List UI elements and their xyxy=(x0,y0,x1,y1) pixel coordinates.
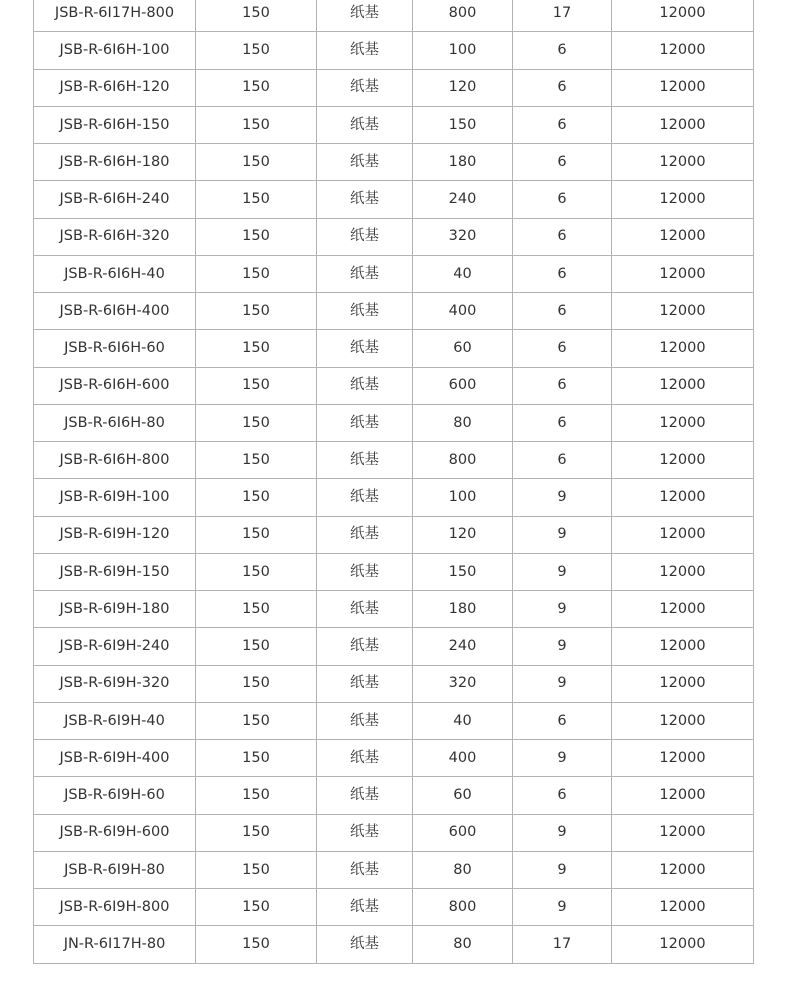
grit-cell: 120 xyxy=(413,69,513,106)
size-cell: 150 xyxy=(196,665,317,702)
size-cell: 150 xyxy=(196,255,317,292)
table-row xyxy=(34,293,754,330)
grit-cell: 320 xyxy=(413,218,513,255)
material-cell: 纸基 xyxy=(317,591,413,628)
table-row xyxy=(34,218,754,255)
grit-cell: 40 xyxy=(413,255,513,292)
table-row xyxy=(34,0,754,32)
hole-count-cell: 6 xyxy=(513,330,612,367)
hole-count-cell: 9 xyxy=(513,740,612,777)
size-cell: 150 xyxy=(196,851,317,888)
grit-cell: 400 xyxy=(413,293,513,330)
quantity-cell: 12000 xyxy=(612,665,754,702)
grit-cell: 100 xyxy=(413,32,513,69)
quantity-cell: 12000 xyxy=(612,442,754,479)
model-cell: JSB-R-6I9H-320 xyxy=(34,665,196,702)
table-row xyxy=(34,591,754,628)
grit-cell: 320 xyxy=(413,665,513,702)
quantity-cell: 12000 xyxy=(612,702,754,739)
model-cell: JSB-R-6I6H-320 xyxy=(34,218,196,255)
quantity-cell: 12000 xyxy=(612,814,754,851)
quantity-cell: 12000 xyxy=(612,255,754,292)
hole-count-cell: 6 xyxy=(513,144,612,181)
model-cell: JN-R-6I17H-80 xyxy=(34,926,196,963)
quantity-cell: 12000 xyxy=(612,0,754,32)
hole-count-cell: 6 xyxy=(513,404,612,441)
quantity-cell: 12000 xyxy=(612,218,754,255)
model-cell: JSB-R-6I9H-400 xyxy=(34,740,196,777)
grit-cell: 120 xyxy=(413,516,513,553)
table-row xyxy=(34,442,754,479)
hole-count-cell: 6 xyxy=(513,777,612,814)
hole-count-cell: 6 xyxy=(513,106,612,143)
table-row xyxy=(34,367,754,404)
model-cell: JSB-R-6I9H-120 xyxy=(34,516,196,553)
material-cell: 纸基 xyxy=(317,628,413,665)
hole-count-cell: 9 xyxy=(513,479,612,516)
size-cell: 150 xyxy=(196,69,317,106)
quantity-cell: 12000 xyxy=(612,628,754,665)
quantity-cell: 12000 xyxy=(612,777,754,814)
hole-count-cell: 6 xyxy=(513,218,612,255)
table-row xyxy=(34,144,754,181)
hole-count-cell: 6 xyxy=(513,367,612,404)
table-row xyxy=(34,69,754,106)
model-cell: JSB-R-6I9H-60 xyxy=(34,777,196,814)
hole-count-cell: 17 xyxy=(513,926,612,963)
model-cell: JSB-R-6I17H-800 xyxy=(34,0,196,32)
size-cell: 150 xyxy=(196,404,317,441)
material-cell: 纸基 xyxy=(317,144,413,181)
table-row xyxy=(34,106,754,143)
model-cell: JSB-R-6I6H-800 xyxy=(34,442,196,479)
size-cell: 150 xyxy=(196,367,317,404)
model-cell: JSB-R-6I6H-180 xyxy=(34,144,196,181)
hole-count-cell: 6 xyxy=(513,293,612,330)
table-row xyxy=(34,32,754,69)
hole-count-cell: 9 xyxy=(513,665,612,702)
size-cell: 150 xyxy=(196,926,317,963)
material-cell: 纸基 xyxy=(317,69,413,106)
quantity-cell: 12000 xyxy=(612,144,754,181)
quantity-cell: 12000 xyxy=(612,181,754,218)
table-row xyxy=(34,330,754,367)
grit-cell: 80 xyxy=(413,851,513,888)
size-cell: 150 xyxy=(196,516,317,553)
size-cell: 150 xyxy=(196,479,317,516)
table-row xyxy=(34,479,754,516)
hole-count-cell: 9 xyxy=(513,628,612,665)
table-row xyxy=(34,404,754,441)
grit-cell: 60 xyxy=(413,777,513,814)
material-cell: 纸基 xyxy=(317,889,413,926)
size-cell: 150 xyxy=(196,442,317,479)
grit-cell: 400 xyxy=(413,740,513,777)
grit-cell: 80 xyxy=(413,926,513,963)
model-cell: JSB-R-6I9H-800 xyxy=(34,889,196,926)
size-cell: 150 xyxy=(196,702,317,739)
quantity-cell: 12000 xyxy=(612,516,754,553)
grit-cell: 600 xyxy=(413,367,513,404)
table-row xyxy=(34,628,754,665)
hole-count-cell: 9 xyxy=(513,814,612,851)
model-cell: JSB-R-6I9H-600 xyxy=(34,814,196,851)
model-cell: JSB-R-6I9H-150 xyxy=(34,553,196,590)
hole-count-cell: 17 xyxy=(513,0,612,32)
material-cell: 纸基 xyxy=(317,665,413,702)
quantity-cell: 12000 xyxy=(612,479,754,516)
model-cell: JSB-R-6I6H-600 xyxy=(34,367,196,404)
model-cell: JSB-R-6I6H-400 xyxy=(34,293,196,330)
size-cell: 150 xyxy=(196,32,317,69)
quantity-cell: 12000 xyxy=(612,330,754,367)
material-cell: 纸基 xyxy=(317,442,413,479)
table-row xyxy=(34,255,754,292)
hole-count-cell: 6 xyxy=(513,32,612,69)
table-row xyxy=(34,665,754,702)
grit-cell: 40 xyxy=(413,702,513,739)
material-cell: 纸基 xyxy=(317,777,413,814)
model-cell: JSB-R-6I6H-80 xyxy=(34,404,196,441)
quantity-cell: 12000 xyxy=(612,404,754,441)
grit-cell: 150 xyxy=(413,553,513,590)
material-cell: 纸基 xyxy=(317,404,413,441)
size-cell: 150 xyxy=(196,740,317,777)
hole-count-cell: 9 xyxy=(513,516,612,553)
material-cell: 纸基 xyxy=(317,0,413,32)
quantity-cell: 12000 xyxy=(612,926,754,963)
grit-cell: 150 xyxy=(413,106,513,143)
hole-count-cell: 6 xyxy=(513,69,612,106)
grit-cell: 80 xyxy=(413,404,513,441)
model-cell: JSB-R-6I6H-150 xyxy=(34,106,196,143)
model-cell: JSB-R-6I6H-40 xyxy=(34,255,196,292)
model-cell: JSB-R-6I9H-100 xyxy=(34,479,196,516)
hole-count-cell: 9 xyxy=(513,851,612,888)
material-cell: 纸基 xyxy=(317,181,413,218)
table-row xyxy=(34,851,754,888)
model-cell: JSB-R-6I9H-80 xyxy=(34,851,196,888)
grit-cell: 240 xyxy=(413,181,513,218)
material-cell: 纸基 xyxy=(317,479,413,516)
grit-cell: 800 xyxy=(413,889,513,926)
size-cell: 150 xyxy=(196,293,317,330)
material-cell: 纸基 xyxy=(317,218,413,255)
grit-cell: 240 xyxy=(413,628,513,665)
table-row xyxy=(34,926,754,963)
table-row xyxy=(34,516,754,553)
hole-count-cell: 9 xyxy=(513,591,612,628)
grit-cell: 800 xyxy=(413,442,513,479)
material-cell: 纸基 xyxy=(317,814,413,851)
material-cell: 纸基 xyxy=(317,106,413,143)
quantity-cell: 12000 xyxy=(612,740,754,777)
hole-count-cell: 6 xyxy=(513,255,612,292)
model-cell: JSB-R-6I9H-240 xyxy=(34,628,196,665)
quantity-cell: 12000 xyxy=(612,367,754,404)
size-cell: 150 xyxy=(196,0,317,32)
material-cell: 纸基 xyxy=(317,367,413,404)
model-cell: JSB-R-6I6H-60 xyxy=(34,330,196,367)
table-body xyxy=(34,0,754,963)
table-row xyxy=(34,814,754,851)
material-cell: 纸基 xyxy=(317,553,413,590)
size-cell: 150 xyxy=(196,106,317,143)
quantity-cell: 12000 xyxy=(612,851,754,888)
product-spec-table xyxy=(33,0,754,964)
size-cell: 150 xyxy=(196,777,317,814)
material-cell: 纸基 xyxy=(317,851,413,888)
quantity-cell: 12000 xyxy=(612,69,754,106)
size-cell: 150 xyxy=(196,814,317,851)
table-row xyxy=(34,777,754,814)
quantity-cell: 12000 xyxy=(612,293,754,330)
grit-cell: 600 xyxy=(413,814,513,851)
model-cell: JSB-R-6I6H-120 xyxy=(34,69,196,106)
table-row xyxy=(34,181,754,218)
table-row xyxy=(34,702,754,739)
material-cell: 纸基 xyxy=(317,702,413,739)
hole-count-cell: 9 xyxy=(513,553,612,590)
quantity-cell: 12000 xyxy=(612,32,754,69)
material-cell: 纸基 xyxy=(317,516,413,553)
quantity-cell: 12000 xyxy=(612,553,754,590)
material-cell: 纸基 xyxy=(317,32,413,69)
size-cell: 150 xyxy=(196,181,317,218)
table-row xyxy=(34,740,754,777)
hole-count-cell: 9 xyxy=(513,889,612,926)
hole-count-cell: 6 xyxy=(513,181,612,218)
grit-cell: 180 xyxy=(413,591,513,628)
table-row xyxy=(34,553,754,590)
material-cell: 纸基 xyxy=(317,255,413,292)
material-cell: 纸基 xyxy=(317,740,413,777)
material-cell: 纸基 xyxy=(317,293,413,330)
material-cell: 纸基 xyxy=(317,330,413,367)
size-cell: 150 xyxy=(196,591,317,628)
hole-count-cell: 6 xyxy=(513,702,612,739)
material-cell: 纸基 xyxy=(317,926,413,963)
size-cell: 150 xyxy=(196,628,317,665)
size-cell: 150 xyxy=(196,144,317,181)
hole-count-cell: 6 xyxy=(513,442,612,479)
grit-cell: 800 xyxy=(413,0,513,32)
model-cell: JSB-R-6I6H-240 xyxy=(34,181,196,218)
quantity-cell: 12000 xyxy=(612,591,754,628)
quantity-cell: 12000 xyxy=(612,106,754,143)
table-row xyxy=(34,889,754,926)
quantity-cell: 12000 xyxy=(612,889,754,926)
grit-cell: 60 xyxy=(413,330,513,367)
model-cell: JSB-R-6I9H-180 xyxy=(34,591,196,628)
model-cell: JSB-R-6I6H-100 xyxy=(34,32,196,69)
size-cell: 150 xyxy=(196,889,317,926)
grit-cell: 180 xyxy=(413,144,513,181)
size-cell: 150 xyxy=(196,218,317,255)
size-cell: 150 xyxy=(196,553,317,590)
model-cell: JSB-R-6I9H-40 xyxy=(34,702,196,739)
size-cell: 150 xyxy=(196,330,317,367)
grit-cell: 100 xyxy=(413,479,513,516)
